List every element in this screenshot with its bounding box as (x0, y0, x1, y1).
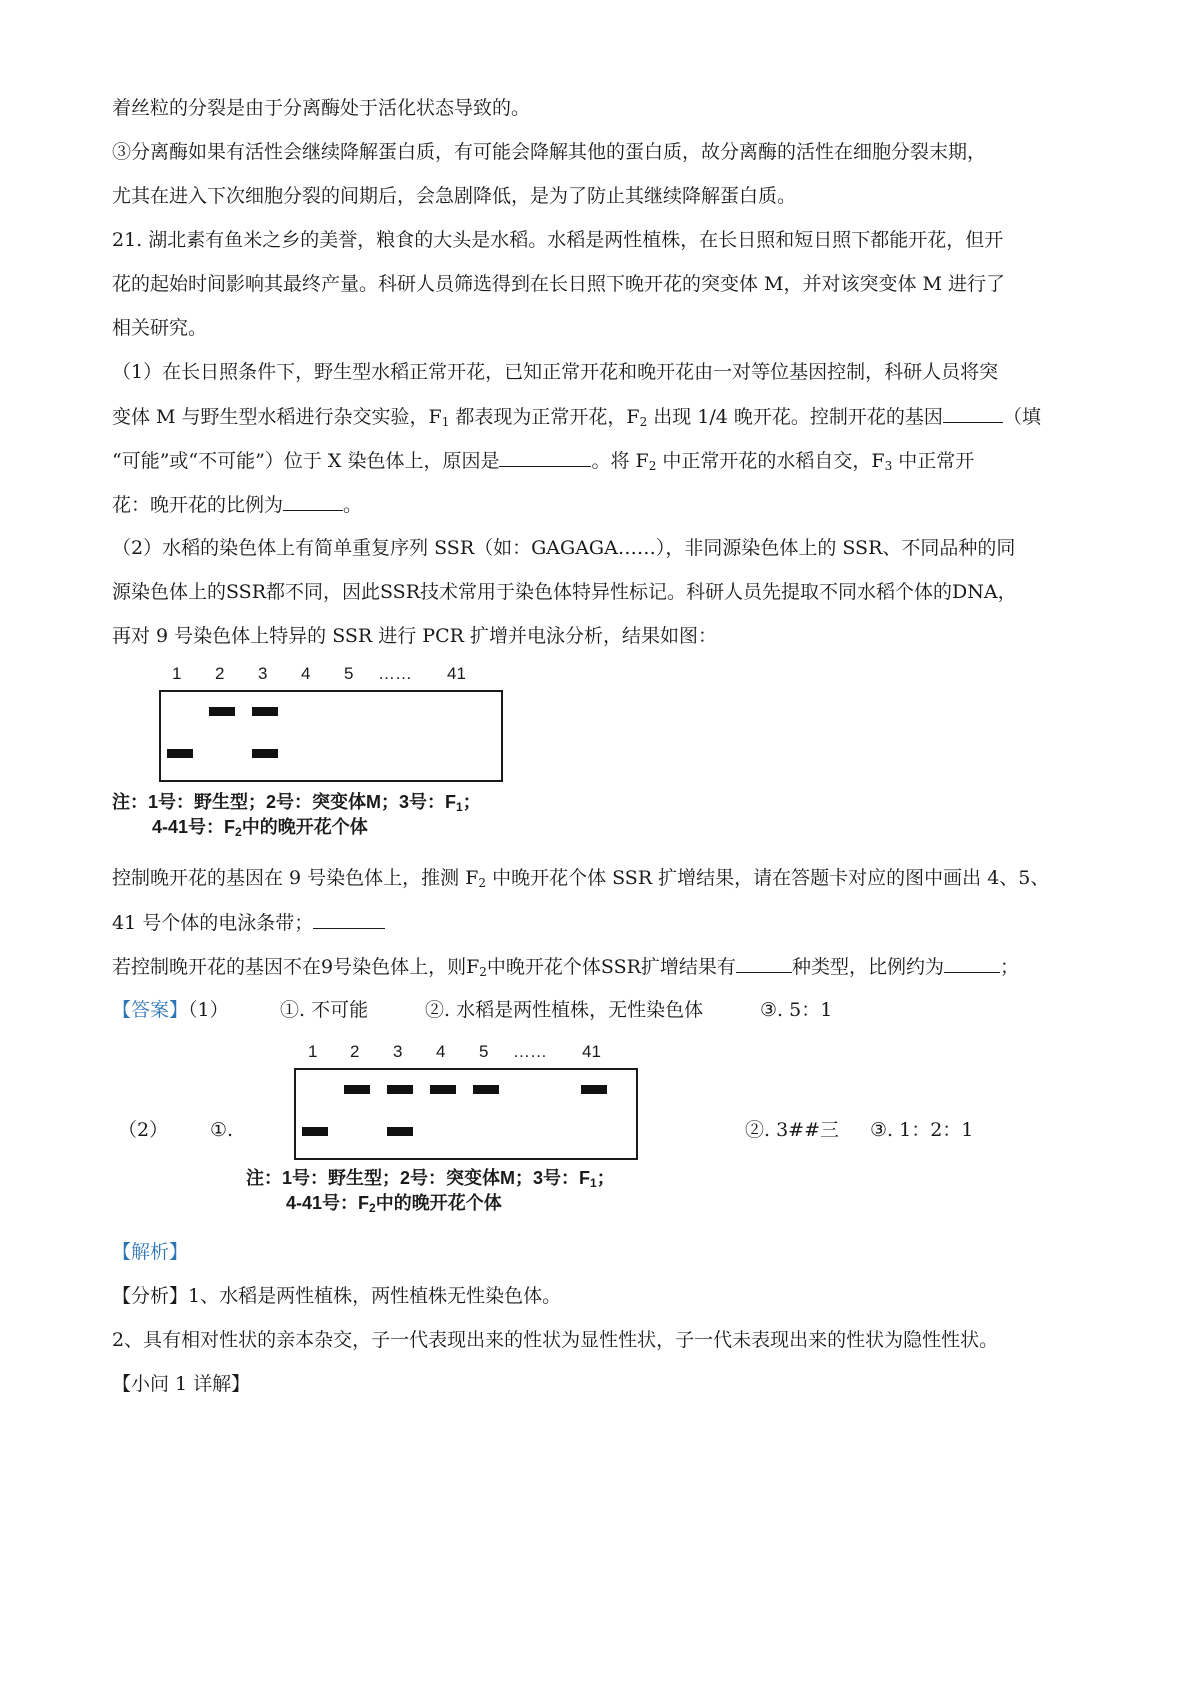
follow-line-3 (112, 954, 1019, 979)
text: 4-41号：F (286, 1193, 370, 1213)
gel-band (581, 1085, 607, 1094)
answer-1-3: ③. 5：1 (760, 999, 833, 1021)
q21-line-1: 21. 湖北素有鱼米之乡的美誉，粮食的大头是水稻。水稻是两性植株，在长日照和短日照下都能开花，但开 (112, 229, 1004, 251)
lane-label: 1 (308, 1042, 318, 1061)
text: 都表现为正常开花，F (449, 406, 640, 428)
gel-band (387, 1127, 413, 1136)
answer-blank[interactable] (944, 954, 1000, 973)
lane-label: 41 (582, 1042, 601, 1061)
text: 种类型，比例约为 (791, 956, 944, 978)
answer-tag: 【答案】 (112, 999, 189, 1021)
text: 4-41号：F (152, 817, 236, 837)
answer-part-2-label: （2） (118, 1119, 169, 1141)
text: （1） (188, 999, 229, 1021)
analysis-tag: 【解析】 (112, 1241, 189, 1263)
answer-blank[interactable] (943, 404, 1003, 423)
gel-electrophoresis-box (159, 690, 503, 782)
subscript: 2 (235, 825, 242, 839)
gel-band (209, 707, 235, 716)
analysis-fenxi: 【分析】1、水稻是两性植株，两性植株无性染色体。 (112, 1285, 562, 1307)
text: 出现 1/4 晚开花。控制开花的基因 (647, 406, 943, 428)
q21-line-2: 花的起始时间影响其最终产量。科研人员筛选得到在长日照下晚开花的突变体 M，并对该突变体 M 进行了 (112, 273, 1006, 295)
text: 。将 F (591, 450, 649, 472)
subscript: 3 (884, 459, 893, 473)
lane-label: 2 (215, 664, 225, 683)
subscript: 2 (479, 965, 487, 979)
answer-blank[interactable] (499, 448, 591, 467)
answer-gel-electrophoresis-box (294, 1068, 638, 1160)
follow-line-2 (112, 910, 385, 935)
gel-band (430, 1085, 456, 1094)
lane-label: 2 (350, 1042, 360, 1061)
text: 注：1号：野生型；2号：突变体M；3号：F (246, 1168, 591, 1188)
answer-2-2: ②. 3##三 (745, 1119, 840, 1141)
gel-note-line-2 (152, 815, 368, 839)
gel-band (252, 707, 278, 716)
q21-part1-line-3 (112, 448, 974, 473)
gel-note-line-1 (112, 790, 481, 814)
q21-part2-line-3: 再对 9 号染色体上特异的 SSR 进行 PCR 扩增并电泳分析，结果如图： (112, 625, 717, 647)
text: 中的晚开花个体 (241, 817, 368, 837)
text: 注：1号：野生型；2号：突变体M；3号：F (112, 792, 457, 812)
text: 控制晚开花的基因在 9 号染色体上，推测 F (112, 867, 479, 889)
q21-part1-line-4 (112, 492, 362, 517)
subscript: 1 (441, 415, 450, 429)
gel-band (344, 1085, 370, 1094)
q21-part2-line-1: （2）水稻的染色体上有简单重复序列 SSR（如：GAGAGA……），非同源染色体上的 SSR、不同品种的同 (112, 537, 1016, 559)
answer-line-1 (112, 998, 229, 1022)
subscript: 2 (648, 459, 657, 473)
lane-label: 4 (301, 664, 311, 683)
answer-1-2: ②. 水稻是两性植株，无性染色体 (425, 999, 704, 1021)
subscript: 1 (456, 800, 463, 814)
q21-line-3: 相关研究。 (112, 317, 208, 339)
lane-label: 5 (479, 1042, 489, 1061)
lane-label: …… (378, 664, 412, 683)
answer-blank[interactable] (313, 910, 385, 929)
follow-line-1 (112, 866, 1049, 890)
q21-part2-line-2: 源染色体上的SSR都不同，因此SSR技术常用于染色体特异性标记。科研人员先提取不同水稻个体的DNA， (112, 581, 1017, 603)
text: 。 (343, 494, 363, 516)
text: 中正常开花的水稻自交，F (656, 450, 885, 472)
subscript: 2 (639, 415, 648, 429)
text: 花：晚开花的比例为 (112, 494, 284, 516)
text: “可能”或“不可能”）位于 X 染色体上，原因是 (112, 450, 500, 472)
q21-part1-line-2 (112, 404, 1041, 429)
text: ； (596, 1168, 615, 1188)
text: ； (462, 792, 481, 812)
gel-band (387, 1085, 413, 1094)
gel-band (302, 1127, 328, 1136)
analysis-sub-question-1: 【小问 1 详解】 (112, 1373, 251, 1395)
text: 若控制晚开花的基因不在9号染色体上，则F (112, 956, 480, 978)
subscript: 1 (590, 1176, 597, 1190)
q21-part1-line-1: （1）在长日照条件下，野生型水稻正常开花，已知正常开花和晚开花由一对等位基因控制，科研人员将突 (112, 361, 999, 383)
lane-label: 3 (258, 664, 268, 683)
answer-2-3: ③. 1：2：1 (870, 1119, 974, 1141)
lane-label: 41 (447, 664, 466, 683)
text: （填 (1002, 406, 1041, 428)
text: 变体 M 与野生型水稻进行杂交实验，F (112, 406, 442, 428)
gel-band (167, 749, 193, 758)
answer-blank[interactable] (736, 954, 792, 973)
intro-line-3: 尤其在进入下次细胞分裂的间期后，会急剧降低，是为了防止其继续降解蛋白质。 (112, 185, 797, 207)
intro-line-1: 着丝粒的分裂是由于分离酶处于活化状态导致的。 (112, 97, 531, 119)
lane-label: 3 (393, 1042, 403, 1061)
text: 中晚开花个体 SSR 扩增结果，请在答题卡对应的图中画出 4、5、 (486, 867, 1050, 889)
subscript: 2 (478, 876, 487, 890)
lane-label: 4 (436, 1042, 446, 1061)
text: 中正常开 (892, 450, 975, 472)
text: ； (999, 956, 1019, 978)
lane-label: 1 (172, 664, 182, 683)
text: 中的晚开花个体 (375, 1193, 502, 1213)
answer-2-1: ①. (210, 1119, 234, 1141)
lane-label: 5 (344, 664, 354, 683)
lane-label: …… (513, 1042, 547, 1061)
subscript: 2 (369, 1201, 376, 1215)
answer-gel-note-line-2 (286, 1191, 502, 1215)
text: 41 号个体的电泳条带； (112, 912, 314, 934)
answer-blank[interactable] (283, 492, 343, 511)
gel-band (473, 1085, 499, 1094)
analysis-point-2: 2、具有相对性状的亲本杂交，子一代表现出来的性状为显性性状，子一代未表现出来的性状为隐性性状。 (112, 1329, 999, 1351)
answer-gel-note-line-1 (246, 1166, 615, 1190)
gel-band (252, 749, 278, 758)
text: 中晚开花个体SSR扩增结果有 (486, 956, 736, 978)
intro-line-2: ③分离酶如果有活性会继续降解蛋白质，有可能会降解其他的蛋白质，故分离酶的活性在细胞分裂末期， (112, 141, 987, 163)
answer-1-1: ①. 不可能 (280, 999, 369, 1021)
